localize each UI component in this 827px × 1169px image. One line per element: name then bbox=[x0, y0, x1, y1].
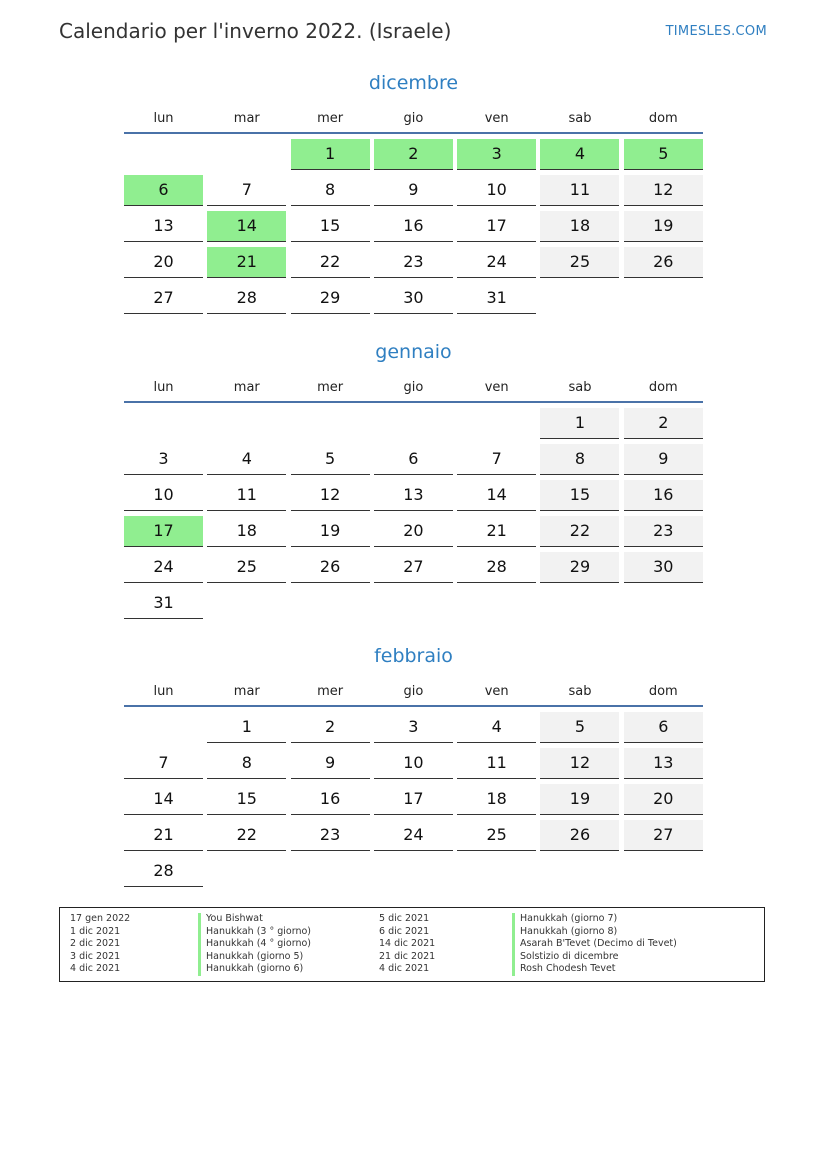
legend-entry: You Bishwat bbox=[198, 913, 311, 926]
holiday-day-cell[interactable]: 3 bbox=[457, 139, 536, 170]
day-cell[interactable]: 24 bbox=[124, 552, 203, 583]
legend-entry: 3 dic 2021 bbox=[70, 950, 121, 962]
day-grid bbox=[124, 139, 703, 314]
legend-entry: 6 dic 2021 bbox=[379, 925, 430, 937]
weekday-header bbox=[124, 671, 703, 705]
weekday-label: gio bbox=[403, 111, 424, 126]
legend-entry: 5 dic 2021 bbox=[379, 913, 430, 924]
day-cell[interactable]: 13 bbox=[374, 480, 453, 511]
day-cell[interactable]: 9 bbox=[624, 444, 703, 475]
day-cell[interactable]: 14 bbox=[457, 480, 536, 511]
day-cell[interactable]: 25 bbox=[207, 552, 286, 583]
legend-entry: Hanukkah (3 ° giorno) bbox=[198, 926, 311, 939]
empty-cell bbox=[124, 712, 203, 743]
day-cell[interactable]: 23 bbox=[374, 247, 453, 278]
day-cell[interactable]: 15 bbox=[207, 784, 286, 815]
day-cell[interactable]: 29 bbox=[540, 552, 619, 583]
day-cell[interactable]: 9 bbox=[374, 175, 453, 206]
day-cell[interactable]: 20 bbox=[374, 516, 453, 547]
header-rule bbox=[124, 401, 703, 403]
day-cell[interactable]: 7 bbox=[207, 175, 286, 206]
day-cell[interactable]: 4 bbox=[457, 712, 536, 743]
brand-link[interactable]: TIMESLES.COM bbox=[665, 24, 767, 39]
day-cell[interactable]: 29 bbox=[291, 283, 370, 314]
weekday-label: sab bbox=[568, 684, 592, 699]
legend-dates-2 bbox=[379, 913, 435, 976]
legend-entry: Solstizio di dicembre bbox=[512, 951, 677, 964]
legend-entry: 2 dic 2021 bbox=[70, 938, 121, 949]
legend-entry: Rosh Chodesh Tevet bbox=[512, 963, 677, 976]
legend-entry: Hanukkah (giorno 8) bbox=[512, 926, 677, 939]
day-cell[interactable]: 28 bbox=[124, 856, 203, 887]
day-cell[interactable]: 2 bbox=[291, 712, 370, 743]
legend-dates-1 bbox=[70, 913, 130, 976]
day-cell[interactable]: 22 bbox=[540, 516, 619, 547]
day-cell[interactable]: 21 bbox=[124, 820, 203, 851]
day-grid bbox=[124, 408, 703, 619]
day-cell[interactable]: 15 bbox=[291, 211, 370, 242]
weekday-label: mer bbox=[317, 380, 344, 395]
weekday-header bbox=[124, 367, 703, 401]
empty-cell bbox=[124, 408, 203, 439]
weekday-label: mar bbox=[233, 380, 260, 395]
month-name: dicembre bbox=[368, 72, 459, 94]
day-cell[interactable]: 6 bbox=[624, 712, 703, 743]
month-february bbox=[124, 641, 703, 887]
day-cell[interactable]: 13 bbox=[124, 211, 203, 242]
weekday-label: mar bbox=[233, 111, 260, 126]
weekday-header bbox=[124, 98, 703, 132]
day-cell[interactable]: 8 bbox=[291, 175, 370, 206]
day-cell[interactable]: 27 bbox=[124, 283, 203, 314]
day-cell[interactable]: 16 bbox=[374, 211, 453, 242]
day-cell[interactable]: 10 bbox=[374, 748, 453, 779]
day-cell[interactable]: 26 bbox=[291, 552, 370, 583]
weekday-label: sab bbox=[568, 111, 592, 126]
empty-cell bbox=[374, 408, 453, 439]
day-cell[interactable]: 11 bbox=[207, 480, 286, 511]
day-cell[interactable]: 10 bbox=[457, 175, 536, 206]
day-cell[interactable]: 11 bbox=[457, 748, 536, 779]
day-cell[interactable]: 19 bbox=[540, 784, 619, 815]
day-cell[interactable]: 3 bbox=[374, 712, 453, 743]
day-cell[interactable]: 27 bbox=[374, 552, 453, 583]
day-cell[interactable]: 4 bbox=[207, 444, 286, 475]
empty-cell bbox=[457, 408, 536, 439]
weekday-label: lun bbox=[153, 380, 174, 395]
month-name: febbraio bbox=[374, 645, 453, 667]
holiday-day-cell[interactable]: 2 bbox=[374, 139, 453, 170]
day-cell[interactable]: 13 bbox=[624, 748, 703, 779]
day-cell[interactable]: 25 bbox=[457, 820, 536, 851]
day-cell[interactable]: 27 bbox=[624, 820, 703, 851]
legend-names-1 bbox=[198, 913, 311, 976]
day-cell[interactable]: 7 bbox=[124, 748, 203, 779]
day-cell[interactable]: 21 bbox=[457, 516, 536, 547]
day-cell[interactable]: 18 bbox=[540, 211, 619, 242]
weekday-label: lun bbox=[153, 111, 174, 126]
month-january bbox=[124, 337, 703, 619]
empty-cell bbox=[207, 408, 286, 439]
weekday-label: gio bbox=[403, 380, 424, 395]
legend-entry: Hanukkah (giorno 5) bbox=[198, 951, 311, 964]
holiday-day-cell[interactable]: 1 bbox=[291, 139, 370, 170]
day-cell[interactable]: 23 bbox=[291, 820, 370, 851]
day-cell[interactable]: 16 bbox=[291, 784, 370, 815]
day-cell[interactable]: 12 bbox=[291, 480, 370, 511]
legend-entry: Hanukkah (giorno 7) bbox=[512, 913, 677, 926]
day-cell[interactable]: 6 bbox=[374, 444, 453, 475]
day-cell[interactable]: 30 bbox=[624, 552, 703, 583]
day-cell[interactable]: 31 bbox=[124, 588, 203, 619]
day-cell[interactable]: 1 bbox=[540, 408, 619, 439]
day-cell[interactable]: 20 bbox=[624, 784, 703, 815]
day-cell[interactable]: 28 bbox=[457, 552, 536, 583]
weekday-label: sab bbox=[568, 380, 592, 395]
legend-entry: Hanukkah (giorno 6) bbox=[198, 963, 311, 976]
day-cell[interactable]: 30 bbox=[374, 283, 453, 314]
day-cell[interactable]: 31 bbox=[457, 283, 536, 314]
day-cell[interactable]: 9 bbox=[291, 748, 370, 779]
month-name: gennaio bbox=[375, 341, 452, 363]
day-cell[interactable]: 5 bbox=[291, 444, 370, 475]
day-cell[interactable]: 22 bbox=[291, 247, 370, 278]
day-cell[interactable]: 28 bbox=[207, 283, 286, 314]
legend-entry: Hanukkah (4 ° giorno) bbox=[198, 938, 311, 951]
weekday-label: gio bbox=[403, 684, 424, 699]
day-cell[interactable]: 18 bbox=[457, 784, 536, 815]
day-cell[interactable]: 14 bbox=[124, 784, 203, 815]
weekday-label: ven bbox=[484, 380, 509, 395]
day-cell[interactable]: 24 bbox=[457, 247, 536, 278]
day-cell[interactable]: 2 bbox=[624, 408, 703, 439]
day-cell[interactable]: 17 bbox=[374, 784, 453, 815]
holiday-day-cell[interactable]: 21 bbox=[207, 247, 286, 278]
day-cell[interactable]: 24 bbox=[374, 820, 453, 851]
weekday-label: dom bbox=[648, 111, 678, 126]
month-december bbox=[124, 68, 703, 314]
holiday-day-cell[interactable]: 14 bbox=[207, 211, 286, 242]
day-cell[interactable]: 18 bbox=[207, 516, 286, 547]
weekday-label: dom bbox=[648, 380, 678, 395]
legend-entry: 17 gen 2022 bbox=[70, 913, 131, 924]
day-cell[interactable]: 11 bbox=[540, 175, 619, 206]
holiday-day-cell[interactable]: 4 bbox=[540, 139, 619, 170]
day-cell[interactable]: 8 bbox=[540, 444, 619, 475]
holiday-legend bbox=[59, 907, 765, 982]
day-cell[interactable]: 7 bbox=[457, 444, 536, 475]
weekday-label: ven bbox=[484, 111, 509, 126]
legend-entry: 21 dic 2021 bbox=[379, 950, 436, 962]
page-title: Calendario per l'inverno 2022. (Israele) bbox=[59, 19, 452, 43]
weekday-label: mer bbox=[317, 111, 344, 126]
weekday-label: mar bbox=[233, 684, 260, 699]
day-cell[interactable]: 16 bbox=[624, 480, 703, 511]
empty-cell bbox=[124, 139, 203, 170]
day-cell[interactable]: 12 bbox=[624, 175, 703, 206]
day-cell[interactable]: 20 bbox=[124, 247, 203, 278]
legend-entry: Asarah B'Tevet (Decimo di Tevet) bbox=[512, 938, 677, 951]
holiday-day-cell[interactable]: 5 bbox=[624, 139, 703, 170]
weekday-label: dom bbox=[648, 684, 678, 699]
day-cell[interactable]: 19 bbox=[291, 516, 370, 547]
day-cell[interactable]: 3 bbox=[124, 444, 203, 475]
legend-entry: 4 dic 2021 bbox=[379, 963, 430, 974]
day-cell[interactable]: 10 bbox=[124, 480, 203, 511]
day-cell[interactable]: 22 bbox=[207, 820, 286, 851]
day-cell[interactable]: 5 bbox=[540, 712, 619, 743]
legend-names-2 bbox=[512, 913, 677, 976]
day-cell[interactable]: 1 bbox=[207, 712, 286, 743]
legend-entry: 14 dic 2021 bbox=[379, 938, 436, 949]
day-grid bbox=[124, 712, 703, 887]
holiday-day-cell[interactable]: 6 bbox=[124, 175, 203, 206]
holiday-day-cell[interactable]: 17 bbox=[124, 516, 203, 547]
weekday-label: ven bbox=[484, 684, 509, 699]
day-cell[interactable]: 26 bbox=[540, 820, 619, 851]
empty-cell bbox=[291, 408, 370, 439]
day-cell[interactable]: 17 bbox=[457, 211, 536, 242]
header-rule bbox=[124, 705, 703, 707]
weekday-label: lun bbox=[153, 684, 174, 699]
day-cell[interactable]: 25 bbox=[540, 247, 619, 278]
day-cell[interactable]: 26 bbox=[624, 247, 703, 278]
legend-entry: 1 dic 2021 bbox=[70, 925, 121, 937]
day-cell[interactable]: 8 bbox=[207, 748, 286, 779]
day-cell[interactable]: 19 bbox=[624, 211, 703, 242]
legend-entry: 4 dic 2021 bbox=[70, 963, 121, 974]
header-rule bbox=[124, 132, 703, 134]
weekday-label: mer bbox=[317, 684, 344, 699]
day-cell[interactable]: 23 bbox=[624, 516, 703, 547]
empty-cell bbox=[207, 139, 286, 170]
day-cell[interactable]: 15 bbox=[540, 480, 619, 511]
day-cell[interactable]: 12 bbox=[540, 748, 619, 779]
